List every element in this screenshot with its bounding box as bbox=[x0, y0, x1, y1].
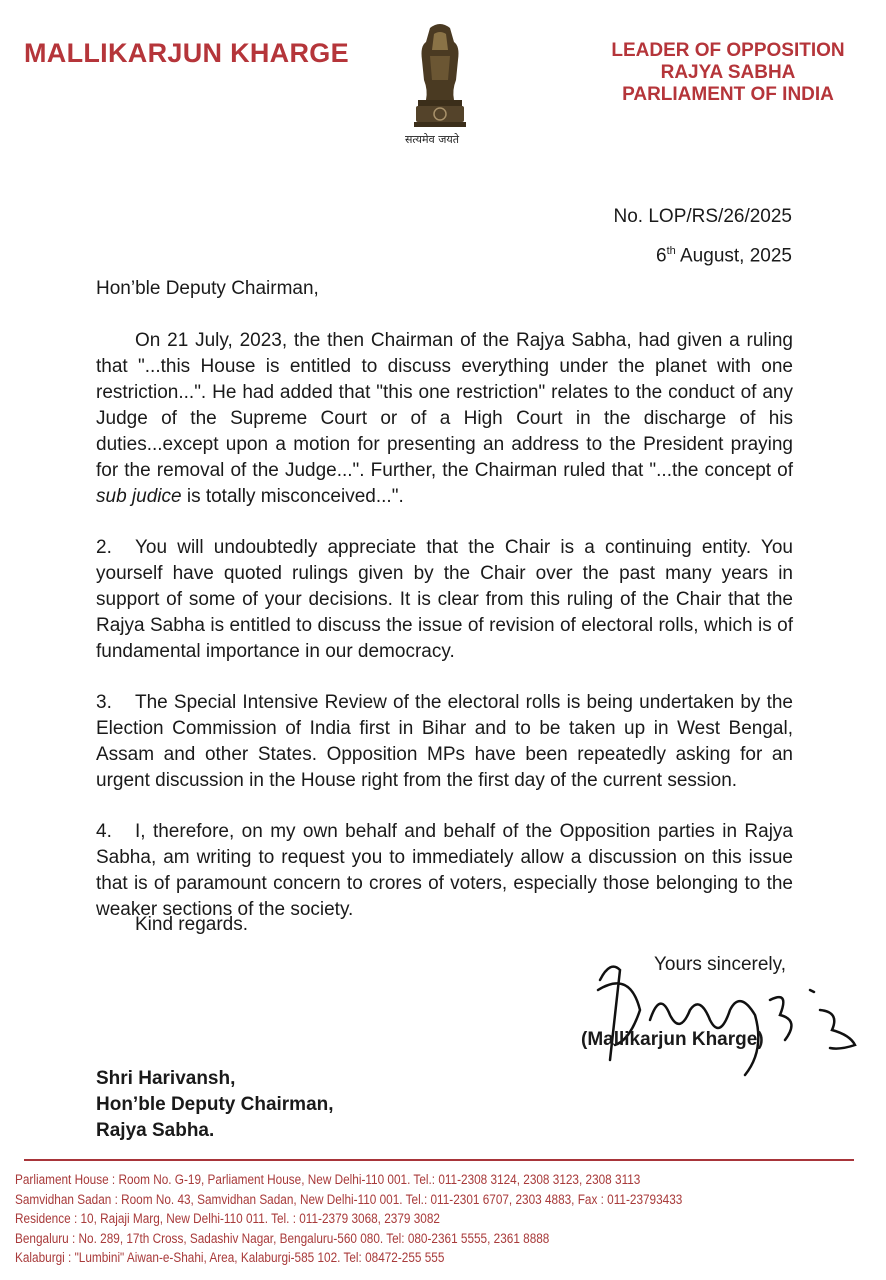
paragraph-number: 4. bbox=[96, 821, 112, 842]
signatory-name: (Mallikarjun Kharge) bbox=[581, 1029, 764, 1050]
paragraph-text: You will undoubtedly appreciate that the Chair is a continuing entity. You yourself have quoted rulings given by the Chair over the past many years in support of some of your decisions. It is clear from this ruling of the Chair that the Rajya Sabha is entitled to discuss the issue of revision of electoral rolls, which is of fundamental importance in our democracy. bbox=[96, 537, 793, 662]
emblem-motto: सत्यमेव जयते bbox=[405, 133, 460, 146]
letter-body bbox=[96, 328, 793, 948]
date-suffix: th bbox=[666, 245, 676, 257]
footer-divider bbox=[24, 1159, 854, 1161]
paragraph-text: The Special Intensive Review of the electoral rolls is being undertaken by the Election Commission of India first in Bihar and to be taken up in West Bengal, Assam and other States. Opposition MPs have been repeatedly asking for an urgent discussion in the House right from the first day of the current session. bbox=[96, 692, 793, 791]
paragraph-4 bbox=[96, 819, 793, 923]
paragraph-3 bbox=[96, 690, 793, 794]
footer-line: Kalaburgi : "Lumbini" Aiwan-e-Shahi, Area, Kalaburgi-585 102. Tel: 08472-255 555 bbox=[15, 1250, 445, 1265]
addressee bbox=[96, 1066, 334, 1144]
salutation: Hon’ble Deputy Chairman, bbox=[96, 278, 319, 299]
footer-line: Parliament House : Room No. G-19, Parliament House, New Delhi-110 001. Tel.: 011-2308 3124, 2308 3123, 2308 3113 bbox=[15, 1172, 641, 1187]
footer-addresses bbox=[15, 1170, 682, 1268]
signature-icon bbox=[570, 950, 860, 1090]
paragraph-1 bbox=[96, 328, 793, 510]
italic-term: sub judice bbox=[96, 486, 182, 507]
date-day: 6 bbox=[656, 245, 667, 267]
reference-number: No. LOP/RS/26/2025 bbox=[613, 206, 792, 227]
title-line: LEADER OF OPPOSITION bbox=[611, 40, 845, 61]
title-line: PARLIAMENT OF INDIA bbox=[622, 84, 834, 105]
letter-date bbox=[614, 234, 793, 273]
paragraph-number: 3. bbox=[96, 692, 112, 713]
addressee-line: Hon’ble Deputy Chairman, bbox=[96, 1094, 334, 1115]
paragraph-2 bbox=[96, 535, 793, 665]
date-rest: August, 2025 bbox=[675, 245, 792, 267]
footer-line: Bengaluru : No. 289, 17th Cross, Sadashiv Nagar, Bengaluru-560 080. Tel: 080-2361 5555, 2361 8888 bbox=[15, 1230, 550, 1246]
addressee-line: Shri Harivansh, bbox=[96, 1068, 236, 1089]
paragraph-number: 2. bbox=[96, 537, 112, 558]
reference-block bbox=[614, 200, 793, 273]
letterhead-title bbox=[608, 40, 848, 106]
closing: Kind regards. bbox=[135, 914, 249, 935]
title-line: RAJYA SABHA bbox=[660, 62, 796, 83]
paragraph-text: is totally misconceived...". bbox=[181, 486, 404, 507]
paragraph-text: On 21 July, 2023, the then Chairman of the Rajya Sabha, had given a ruling that "...this House is entitled to discuss everything under the planet with one restriction...". He had added that "this one restriction" relates to the conduct of any Judge of the Supreme Court or of a High Court in the discharge of his duties...except upon a motion for presenting an address to the President praying for the removal of the Judge...". Further, the Chairman ruled that "...the concept of bbox=[96, 330, 793, 481]
national-emblem-icon bbox=[400, 20, 480, 132]
footer-line: Residence : 10, Rajaji Marg, New Delhi-110 011. Tel. : 011-2379 3068, 2379 3082 bbox=[15, 1211, 440, 1226]
paragraph-text: I, therefore, on my own behalf and behalf of the Opposition parties in Rajya Sabha, am writing to request you to immediately allow a discussion on this issue that is of paramount concern to crores of voters, especially those belonging to the weaker sections of the society. bbox=[96, 821, 793, 920]
footer-line: Samvidhan Sadan : Room No. 43, Samvidhan Sadan, New Delhi-110 001. Tel.: 011-2301 6707, 2303 4883, Fax : 011-23793433 bbox=[15, 1191, 683, 1207]
addressee-line: Rajya Sabha. bbox=[96, 1120, 215, 1141]
signoff: Yours sincerely, bbox=[654, 954, 787, 975]
letterhead-name: MALLIKARJUN KHARGE bbox=[24, 38, 349, 68]
